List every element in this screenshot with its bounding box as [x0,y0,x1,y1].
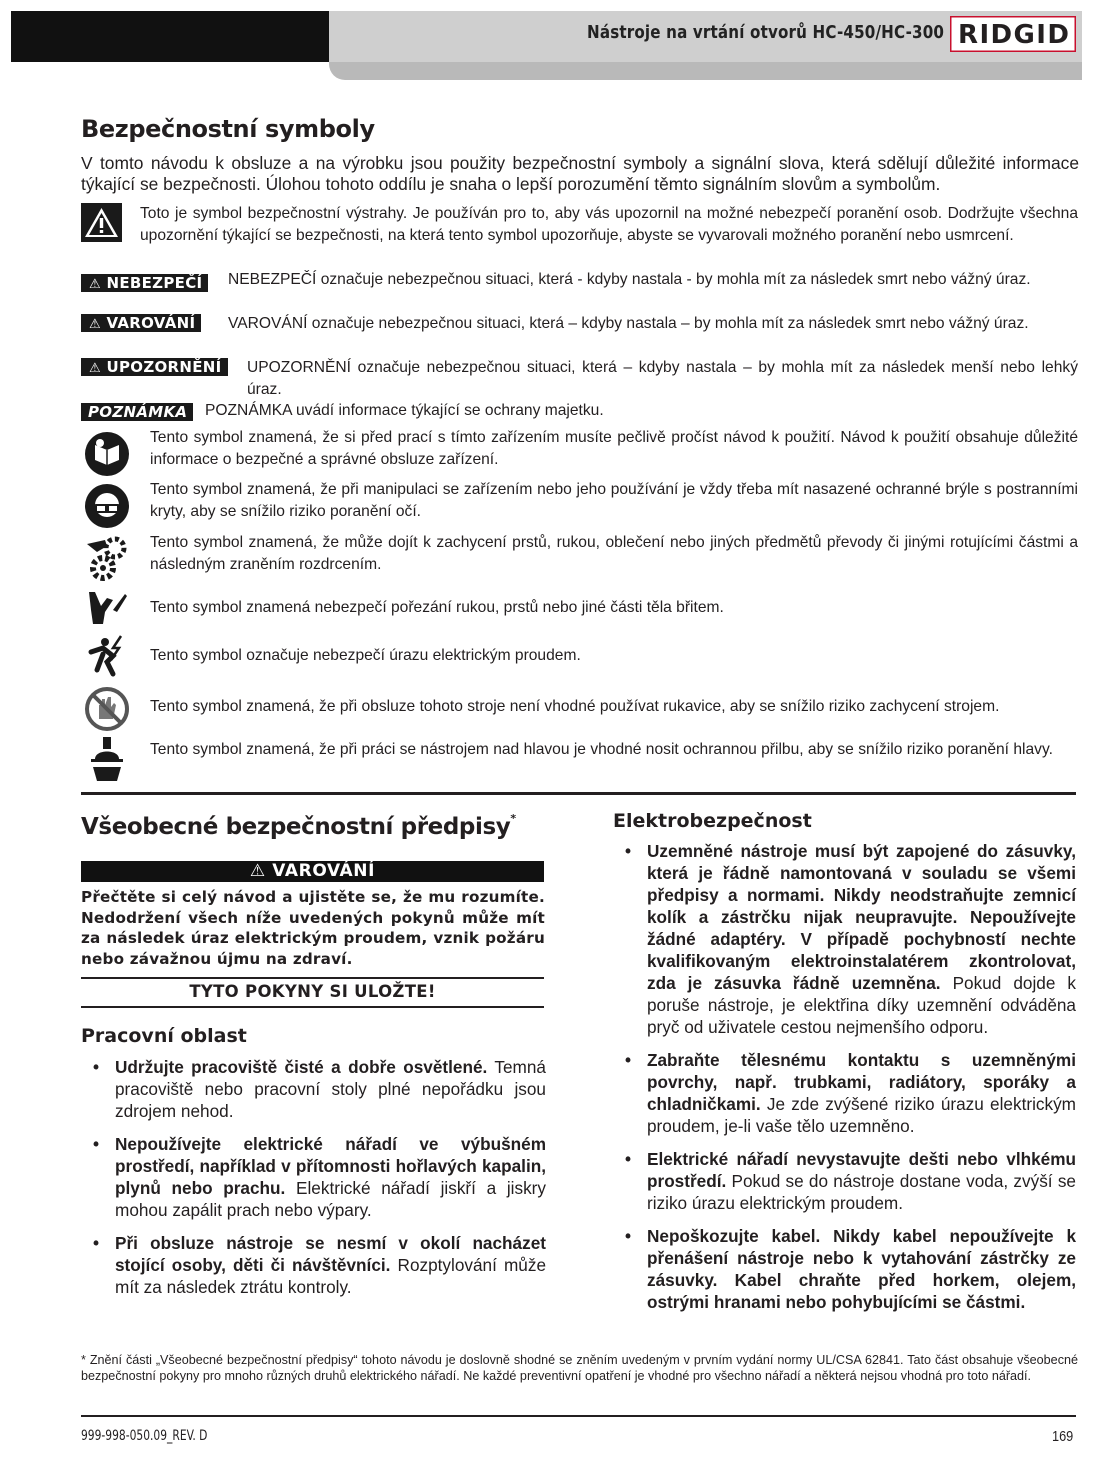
alert-triangle-icon: ⚠ [89,317,101,332]
danger-text: NEBEZPEČÍ označuje nebezpečnou situaci, která - kdyby nastala - by mohla mít za následek smrt nebo vážný úraz. [228,271,1031,288]
cut-hazard-text: Tento symbol znamená nebezpečí pořezání rukou, prstů nebo jiné části těla břitem. [150,599,724,616]
danger-badge: ⚠ NEBEZPEČÍ [81,274,208,292]
section-divider [81,792,1076,795]
footnote: * Znění části „Všeobecné bezpečnostní předpisy“ tohoto návodu je doslovně shodné se zněním uvedeným v prvním vydání normy UL/CSA 62841. Tato část obsahuje všeobecné bezpečnostní pokyny pro mnoho různých druhů elektrického nářadí. Ne každé preventivní opatření je vhodné pro všechno nářadí a některá nejsou vhodná pro toto nářadí. [81,1353,1078,1383]
general-warning-text: Přečtěte si celý návod a ujistěte se, že mu rozumíte. Nedodržení všech níže uvedených pokynů může mít za následek úraz elektrickým proudem, vznik požáru nebo závažnou újmu na zdraví. [81,888,545,968]
work-area-title: Pracovní oblast [81,1025,247,1047]
entanglement-text: Tento symbol znamená, že může dojít k zachycení prstů, rukou, oblečení nebo jiných předmětů převody či jinými rotujícími částmi a následným zraněním rozdrcením. [150,534,1078,573]
caution-text: UPOZORNĚNÍ označuje nebezpečnou situaci, která – kdyby nastala – by mohla mít za následek menší nebo lehký úraz. [247,359,1078,398]
general-warning-badge: ⚠ VAROVÁNÍ [81,861,544,882]
electrical-safety-list [625,840,1076,1313]
read-manual-text: Tento symbol znamená, že si před prací s tímto zařízením musíte pečlivě pročíst návod k použití. Návod k použití obsahuje důležité informace o bezpečné a správné obsluze zařízení. [150,429,1078,468]
page-number: 169 [1052,1428,1074,1445]
document-number: 999-998-050.09_REV. D [81,1428,208,1444]
list-item: • Elektrické nářadí nevystavujte dešti nebo vlhkému prostředí. Pokud se do nástroje dostane voda, zvýší se riziko úrazu elektrickým proudem. [625,1149,1076,1213]
hard-hat-icon [85,737,129,783]
general-safety-title: Všeobecné bezpečnostní předpisy* [81,812,516,840]
caution-badge: ⚠ UPOZORNĚNÍ [81,358,228,376]
no-gloves-icon [83,685,131,733]
list-item: • Při obsluze nástroje se nesmí v okolí nacházet stojící osoby, děti či návštěvníci. Rozptylování může mít za následek ztrátu kontroly. [93,1233,547,1297]
header-black-band [11,11,329,62]
safety-glasses-icon [83,482,131,530]
electrical-safety-title: Elektrobezpečnost [613,810,812,832]
warning-text: VAROVÁNÍ označuje nebezpečnou situaci, která – kdyby nastala – by mohla mít za následek smrt nebo vážný úraz. [228,315,1029,332]
list-item: • Uzemněné nástroje musí být zapojené do zásuvky, která je řádně namontovaná v souladu se všemi předpisy a normami. Nikdy neodstraňujte zemnicí kolík a zástrčku nijak neupravujte. Nepoužívejte žádné adaptéry. V případě pochybností nechte kvalifikovaným elektroinstalatérem zkontrolovat, zda je zásuvka řádně uzemněna. Pokud dojde k poruše nástroje, je elektřina díky uzemnění odváděna pryč od uživatele cestou nejmenšího odporu. [625,841,1076,1037]
ridgid-logo [950,16,1076,52]
alert-triangle-icon: ⚠ [249,861,266,881]
list-item: • Zabraňte tělesnému kontaktu s uzemněnými povrchy, např. trubkami, radiátory, sporáky a chladničkami. Je zde zvýšené riziko úrazu elektrickým proudem, je-li vaše tělo uzemněno. [625,1050,1076,1136]
footer-divider [81,1415,1076,1417]
safety-symbols-title: Bezpečnostní symboly [81,115,375,143]
no-gloves-text: Tento symbol znamená, že při obsluze tohoto stroje není vhodné používat rukavice, aby se snížilo riziko zachycení strojem. [150,698,1000,715]
electric-shock-icon [83,632,131,680]
safety-symbols-intro: V tomto návodu k obsluze a na výrobku jsou použity bezpečnostní symboly a signální slova, která sdělují důležité informace týkající se bezpečnosti. Úlohou tohoto oddílu je snaha o lepší porozumění těmto signálním slovům a symbolům. [81,153,1079,194]
electric-shock-text: Tento symbol označuje nebezpečí úrazu elektrickým proudem. [150,647,581,664]
header-title: Nástroje na vrtání otvorů HC-450/HC-300 [587,22,945,43]
keep-instructions: TYTO POKYNY SI ULOŽTE! [189,982,436,1001]
entanglement-gear-icon [83,534,131,582]
list-item: • Nepoškozujte kabel. Nikdy kabel nepoužívejte k přenášení nástroje nebo k vytahování zástrčky ze zásuvky. Kabel chraňte před horkem, olejem, ostrými hranami nebo pohybujícími se částmi. [625,1226,1076,1312]
notice-badge: POZNÁMKA [81,403,193,421]
read-manual-icon [83,430,131,478]
warning-triangle-icon [81,203,122,242]
logo-text: RIDGID [958,20,1068,50]
header-stripe [329,62,1082,80]
keep-rule-top [81,977,544,979]
keep-rule-bottom [81,1006,544,1008]
list-item: • Nepoužívejte elektrické nářadí ve výbušném prostředí, například v přítomnosti hořlavých kapalin, plynů nebo prachu. Elektrické nářadí jiskří a jiskry mohou zapálit prach nebo výpary. [93,1134,546,1220]
hard-hat-text: Tento symbol znamená, že při práci se nástrojem nad hlavou je vhodné nosit ochrannou přilbu, aby se snížilo riziko poranění hlavy. [150,741,1053,758]
warning-badge: ⚠ VAROVÁNÍ [81,314,201,332]
alert-triangle-icon: ⚠ [89,277,101,292]
list-item: • Udržujte pracoviště čisté a dobře osvětlené. Temná pracoviště nebo pracovní stoly plné nepořádku jsou zdrojem nehod. [93,1057,546,1121]
safety-glasses-text: Tento symbol znamená, že při manipulaci se zařízením nebo jeho používání je vždy třeba mít nasazené ochranné brýle s postranními kryty, aby se snížilo riziko poranění očí. [150,481,1078,520]
cut-hazard-icon [83,588,129,628]
work-area-list [93,1056,547,1298]
alert-symbol-text: Toto je symbol bezpečnostní výstrahy. Je používán pro to, aby vás upozornil na možné nebezpečí poranění osob. Dodržujte všechna upozornění týkající se bezpečnosti, na která tento symbol upozorňuje, abyste se vyvarovali možného poranění nebo usmrcení. [140,205,1078,244]
alert-triangle-icon: ⚠ [89,361,101,376]
notice-text: POZNÁMKA uvádí informace týkající se ochrany majetku. [205,402,604,419]
